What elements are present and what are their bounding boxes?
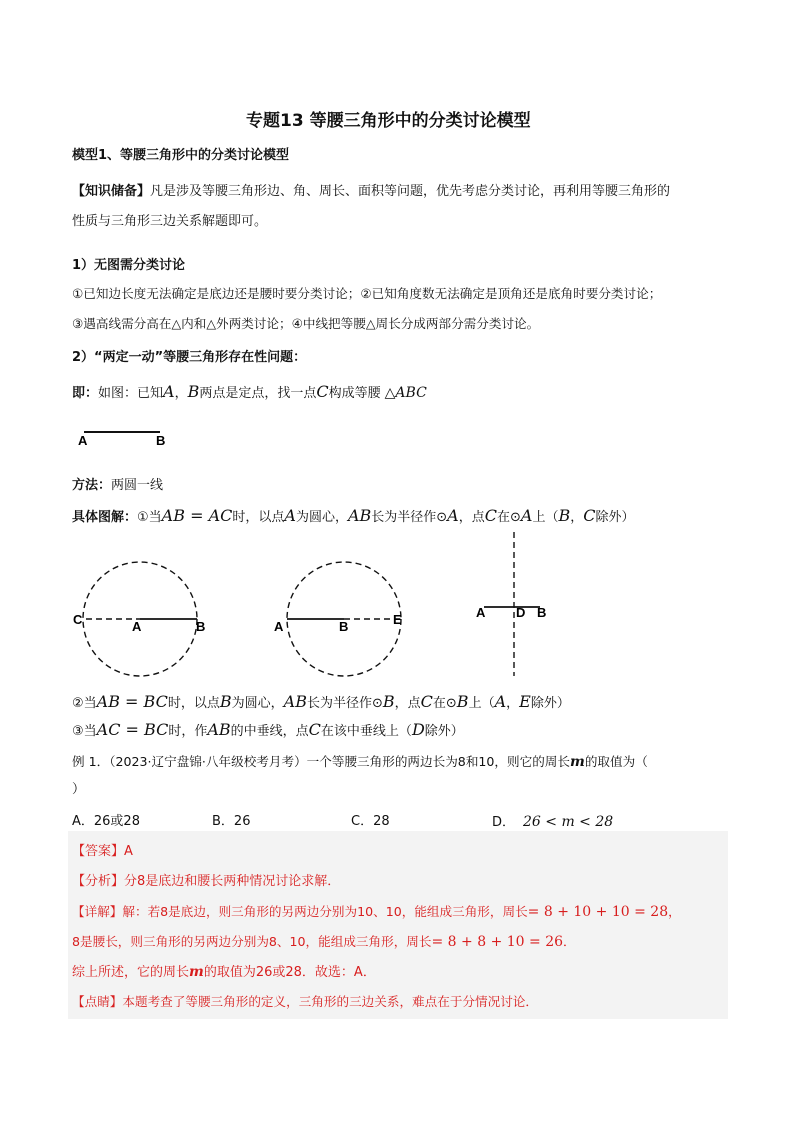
case2-point-b3: B [456, 692, 469, 711]
intro-text-1: 如图：已知 [98, 386, 164, 401]
detail-point-a3: A [520, 506, 533, 525]
answer-label: 【答案】 [72, 844, 125, 859]
knowledge-label: 【知识储备】 [72, 184, 151, 199]
solution-math-1: = 8 + 10 + 10 = 28 [527, 904, 669, 920]
intro-point-a: A [163, 382, 175, 401]
solution-label: 【详解】 [72, 904, 123, 919]
detail-solution-line-1 [72, 902, 681, 922]
case2-text-3: 为圆心， [231, 696, 284, 711]
segment-label-b: B [156, 433, 166, 448]
case3-point-c1: C [308, 720, 321, 739]
fig1-label-a: A [132, 619, 142, 634]
option-d [492, 812, 613, 833]
example-text-1: 例 1．（2023·辽宁盘锦·八年级校考月考）一个等腰三角形的两边长为8和10，则它的周长 [72, 754, 570, 769]
analysis-line [72, 872, 340, 892]
case2-text-6: 在⊙ [432, 696, 457, 711]
example-line-2: ） [72, 782, 86, 797]
analysis-label: 【分析】 [72, 874, 125, 889]
segment-label-a: A [78, 433, 88, 448]
page-title: 专题13 等腰三角形中的分类讨论模型 [246, 111, 531, 131]
detail-text-9: 除外） [595, 510, 635, 525]
intro-point-b: B [187, 382, 200, 401]
case3-line [72, 720, 464, 742]
detail-point-c2: C [583, 506, 596, 525]
segment-ab-figure [72, 420, 182, 450]
option-d-label: D． [492, 815, 516, 830]
knowledge-line-2: 性质与三角形三边关系解题即可。 [72, 214, 268, 229]
detail-text-2: 时，以点 [232, 510, 285, 525]
detail-text-8: ， [570, 510, 584, 525]
case2-point-c1: C [420, 692, 433, 711]
case3-text-3: 的中垂线，点 [230, 724, 309, 739]
detail-text-7: 上（ [532, 510, 559, 525]
answer-value: A [124, 844, 133, 859]
solution-text-2: 8是腰长，则三角形的另两边分别为8、10，能组成三角形，周长 [72, 934, 432, 949]
detail-solution-line-2 [72, 932, 576, 952]
option-a: A．26或28 [72, 814, 140, 829]
solution-end-2: ． [563, 934, 576, 949]
knowledge-line-1 [72, 182, 670, 202]
case2-point-b2: B [382, 692, 395, 711]
intro-text-3: 构成等腰 [328, 386, 381, 401]
intro-text-2: 两点是定点，找一点 [199, 386, 317, 401]
detail-point-a1: A [284, 506, 296, 525]
figure-perpendicular-bisector [470, 528, 560, 680]
case2-text-7: 上（ [468, 696, 495, 711]
intro-comma: ， [174, 386, 188, 401]
option-c: C．28 [351, 814, 390, 829]
detail-text-4: 长为半径作⊙ [371, 510, 448, 525]
case2-text-1: ②当 [72, 696, 97, 711]
fig2-label-a: A [274, 619, 284, 634]
section2-heading: 2）“两定一动”等腰三角形存在性问题： [72, 350, 307, 365]
answer-line [72, 842, 133, 862]
case2-text-4: 长为半径作⊙ [306, 696, 383, 711]
section1-line-1: ①已知边长度无法确定是底边还是腰时要分类讨论；②已知角度数无法确定是顶角还是底角时要分类讨论； [72, 286, 662, 301]
fig3-label-a: A [476, 605, 486, 620]
answer-background [68, 831, 728, 1019]
detail-text-6: 在⊙ [497, 510, 521, 525]
comment-line [72, 992, 538, 1012]
fig3-label-d: D [516, 605, 526, 620]
detail-point-b1: B [558, 506, 571, 525]
detail-segment-ab: AB [347, 506, 372, 525]
case2-text-9: 除外） [530, 696, 570, 711]
detail-text-3: 为圆心， [295, 510, 348, 525]
detail-equation: AB = AC [161, 506, 233, 525]
method-line [72, 476, 163, 496]
solution-text-1: 解：若8是底边，则三角形的另两边分别为10、10，能组成三角形，周长 [122, 904, 528, 919]
example-var-m: m [570, 754, 585, 770]
case2-segment-ab: AB [283, 692, 307, 711]
comment-label: 【点睛】 [72, 994, 123, 1009]
detail-solution-line-3 [72, 962, 376, 983]
solution-var-m: m [189, 964, 204, 980]
example-text-2: 的取值为（ [584, 754, 648, 769]
model-heading: 模型1、等腰三角形中的分类讨论模型 [72, 148, 290, 163]
intro-point-c: C [316, 382, 329, 401]
fig1-label-c: C [73, 612, 83, 627]
analysis-text: 分8是底边和腰长两种情况讨论求解． [124, 874, 341, 889]
option-b: B．26 [212, 814, 251, 829]
case3-equation: AC = BC [96, 720, 169, 739]
case2-line [72, 692, 570, 714]
detail-label: 具体图解： [72, 510, 138, 525]
case3-point-d1: D [411, 720, 425, 739]
figure-circle-a [70, 555, 210, 685]
comment-text: 本题考查了等腰三角形的定义，三角形的三边关系，难点在于分情况讨论． [122, 994, 538, 1009]
detail-line [72, 506, 635, 528]
fig1-label-b: B [196, 619, 206, 634]
fig2-label-b: B [339, 619, 349, 634]
fig2-label-e: E [393, 612, 402, 627]
case2-text-8: ， [506, 696, 520, 711]
fig3-label-b: B [537, 605, 547, 620]
case2-point-e1: E [519, 692, 531, 711]
case3-segment-ab: AB [207, 720, 231, 739]
section2-intro [72, 382, 427, 404]
case3-text-1: ③当 [72, 724, 97, 739]
solution-end-1: ， [668, 904, 681, 919]
section1-line-2: ③遇高线需分高在△内和△外两类讨论；④中线把等腰△周长分成两部分需分类讨论。 [72, 316, 540, 331]
case3-text-4: 在该中垂线上（ [320, 724, 412, 739]
case3-text-2: 时，作 [168, 724, 208, 739]
intro-triangle: △ABC [384, 385, 427, 401]
case2-equation: AB = BC [96, 692, 168, 711]
figure-circle-b [270, 555, 420, 685]
knowledge-text-1: 凡是涉及等腰三角形边、角、周长、面积等问题，优先考虑分类讨论，再利用等腰三角形的 [150, 184, 671, 199]
method-label: 方法： [72, 478, 112, 493]
example-line-1 [72, 752, 648, 772]
solution-math-2: = 8 + 8 + 10 = 26 [431, 934, 564, 950]
intro-label: 即： [72, 386, 99, 401]
case2-point-a1: A [494, 692, 507, 711]
solution-text-3: 综上所述，它的周长 [72, 965, 190, 980]
method-text: 两圆一线 [111, 478, 164, 493]
case3-text-5: 除外） [424, 724, 464, 739]
solution-end-3: 的取值为26或28．故选：A． [203, 965, 376, 980]
option-d-math: 26 < m < 28 [523, 814, 614, 830]
detail-point-a2: A [447, 506, 459, 525]
detail-text-5: ，点 [458, 510, 485, 525]
case2-text-2: 时，以点 [167, 696, 220, 711]
case2-text-5: ，点 [394, 696, 421, 711]
detail-point-c1: C [484, 506, 497, 525]
detail-text-1: ①当 [137, 510, 162, 525]
section1-heading: 1）无图需分类讨论 [72, 258, 186, 273]
case2-point-b1: B [219, 692, 232, 711]
